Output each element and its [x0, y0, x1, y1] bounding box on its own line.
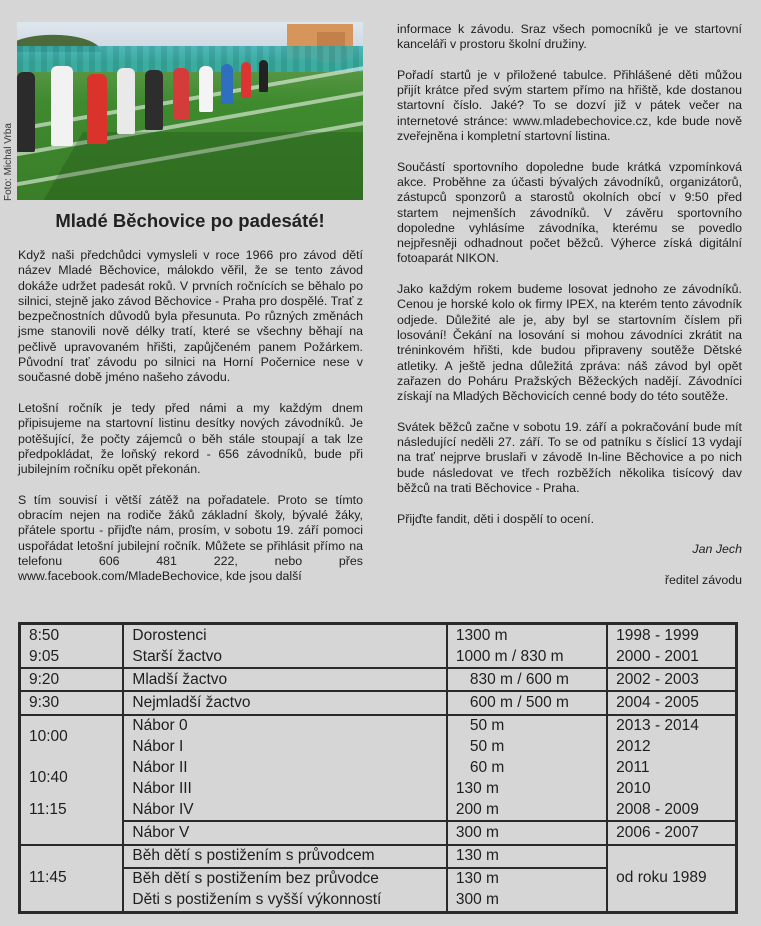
start-time: 11:15 — [20, 799, 124, 821]
paragraph: informace k závodu. Sraz všech pomocníků je ve startovní kanceláři v prostoru školní družiny. — [397, 22, 742, 52]
start-time: 11:45 — [20, 845, 124, 913]
signature-name: Jan Jech — [692, 542, 742, 557]
signature-role: ředitel závodu — [664, 572, 742, 587]
start-time: 8:50 — [20, 624, 124, 647]
category: Nábor IV — [123, 799, 446, 821]
birth-years: 2004 - 2005 — [607, 691, 736, 714]
category: Nábor III — [123, 778, 446, 799]
distance: 300 m — [447, 821, 607, 844]
category: Nábor 0 — [123, 715, 446, 737]
start-time: 9:30 — [20, 691, 124, 714]
distance: 60 m — [447, 758, 607, 779]
table-row — [20, 799, 737, 821]
distance: 1000 m / 830 m — [447, 646, 607, 668]
birth-years: 2006 - 2007 — [607, 821, 736, 844]
table-row — [20, 778, 737, 799]
start-time: 9:20 — [20, 668, 124, 691]
photo-credit: Foto: Michal Vrba — [3, 123, 14, 201]
category: Děti s postižením s vyšší výkonností — [123, 890, 446, 913]
paragraph: Pořadí startů je v přiložené tabulce. Přihlášené děti můžou přijít krátce před svým startem přímo na hřiště, kde dostanou startovní číslo. Jaké? To se dozví již v pátek večer na internetové stránce: www.mladebechovice.cz, kde bude nově zveřejněna i kompletní startovní listina. — [397, 67, 742, 144]
birth-years: 2008 - 2009 — [607, 799, 736, 821]
category: Mladší žactvo — [123, 668, 446, 691]
start-time: 10:00 — [20, 715, 124, 758]
category: Nejmladší žactvo — [123, 691, 446, 714]
start-time: 10:40 — [20, 758, 124, 800]
start-time — [20, 821, 124, 844]
table-row — [20, 821, 737, 844]
article-title: Mladé Běchovice po padesáté! — [55, 210, 325, 231]
paragraph: Když naši předchůdci vymysleli v roce 1966 pro závod dětí název Mladé Běchovice, málokdo věřil, že se tento závod dokáže udržet padesát roků. V prvních ročnících se běhalo po silnici, stejně jako závod Běchovice - Praha pro dospělé. Trať z bezpečnostních důvodů byla přesunuta. Po různých změnách jsme stanovili nově délky tratí, které se všechny běhají na pečlivě upravovaném hřišti, zapůjčeném panem Požárkem. Původní trať závodu po silnici na Horní Počernice nese v současné době jméno našeho závodu. — [18, 248, 363, 385]
distance: 300 m — [447, 890, 607, 913]
distance: 830 m / 600 m — [447, 668, 607, 691]
paragraph: Přijďte fandit, děti i dospělí to ocení. — [397, 511, 595, 526]
birth-years: 2013 - 2014 — [607, 715, 736, 737]
table-row — [20, 737, 737, 758]
table-row — [20, 646, 737, 668]
birth-years: 2011 — [607, 758, 736, 779]
distance: 130 m — [447, 778, 607, 799]
distance: 130 m — [447, 845, 607, 868]
category: Nábor II — [123, 758, 446, 779]
table-row — [20, 624, 737, 647]
birth-years: 1998 - 1999 — [607, 624, 736, 647]
category: Běh dětí s postižením bez průvodce — [123, 868, 446, 890]
start-schedule-table — [18, 622, 738, 914]
article-photo — [17, 22, 363, 200]
article-right-column — [397, 22, 742, 603]
birth-years: 2002 - 2003 — [607, 668, 736, 691]
category: Nábor I — [123, 737, 446, 758]
paragraph: Letošní ročník je tedy před námi a my každým dnem připisujeme na startovní listinu desítky nových závodníků. Je potěšující, že počty zájemců o běh stále stoupají a tak lze předpokládat, že loňský rekord - 656 závodníků, bude při jubilejním ročníku opět překonán. — [18, 400, 363, 477]
birth-years: 2000 - 2001 — [607, 646, 736, 668]
table-row — [20, 668, 737, 691]
category: Nábor V — [123, 821, 446, 844]
birth-years: 2012 — [607, 737, 736, 758]
paragraph: Svátek běžců začne v sobotu 19. září a pokračování bude mít následující neděli 27. září. To se od patníku s číslicí 13 vydají na trať nejprve bruslaři v závodě In-line Běchovice a po nich bude následovat ve třech rozběžích několika tisícový dav běžců na trati Běchovice - Praha. — [397, 419, 742, 495]
distance: 600 m / 500 m — [447, 691, 607, 714]
birth-years: od roku 1989 — [607, 845, 736, 913]
category: Běh dětí s postižením s průvodcem — [123, 845, 446, 868]
paragraph: Jako každým rokem budeme losovat jednoho ze závodníků. Cenou je horské kolo ok firmy IPEX, na kterém tento závodník odjede. Důležité ale je, aby byl se startovním číslem při losování! Čekání na losování si mohou závodníci zkrátit na tréninkovém hřišti, kde budou připraveny soutěže Dětské atletiky. A ještě jedna důležitá zpráva: náš závod byl opět zařazen do Poháru Pražských Běžeckých nadějí. Závodníci získají na Mladých Běchovicích cenné body do této soutěže. — [397, 282, 742, 404]
paragraph: S tím souvisí i větší zátěž na pořadatele. Proto se tímto obracím nejen na rodiče žáků základní školy, bývalé žáky, přátele sportu - přijďte nám, prosím, v sobotu 19. září pomoci uspořádat letošní jubilejní ročník. Můžete se přihlásit přímo na telefonu 606 481 222, nebo přes www.facebook.com/MladeBechovice, kde jsou další — [18, 492, 363, 584]
distance: 1300 m — [447, 624, 607, 647]
distance: 130 m — [447, 868, 607, 890]
distance: 50 m — [447, 715, 607, 737]
birth-years: 2010 — [607, 778, 736, 799]
paragraph: Součástí sportovního dopoledne bude krátká vzpomínková akce. Proběhne za účasti bývalých závodníků, organizátorů, zástupců sponzorů a starostů okolních obcí v 9:50 před startem nejmenších závodníků. V závěru sportovního dopoledne vyhlásíme závodníka, kterému se povedlo nejpřesněji odhadnout počet běžců. Výherce získá digitální fotoaparát NIKON. — [397, 159, 742, 266]
table-row — [20, 845, 737, 868]
article-left-column — [18, 248, 363, 600]
distance: 50 m — [447, 737, 607, 758]
table-row — [20, 691, 737, 714]
category: Starší žactvo — [123, 646, 446, 668]
table-row — [20, 715, 737, 737]
start-time: 9:05 — [20, 646, 124, 668]
table-row — [20, 758, 737, 779]
category: Dorostenci — [123, 624, 446, 647]
distance: 200 m — [447, 799, 607, 821]
